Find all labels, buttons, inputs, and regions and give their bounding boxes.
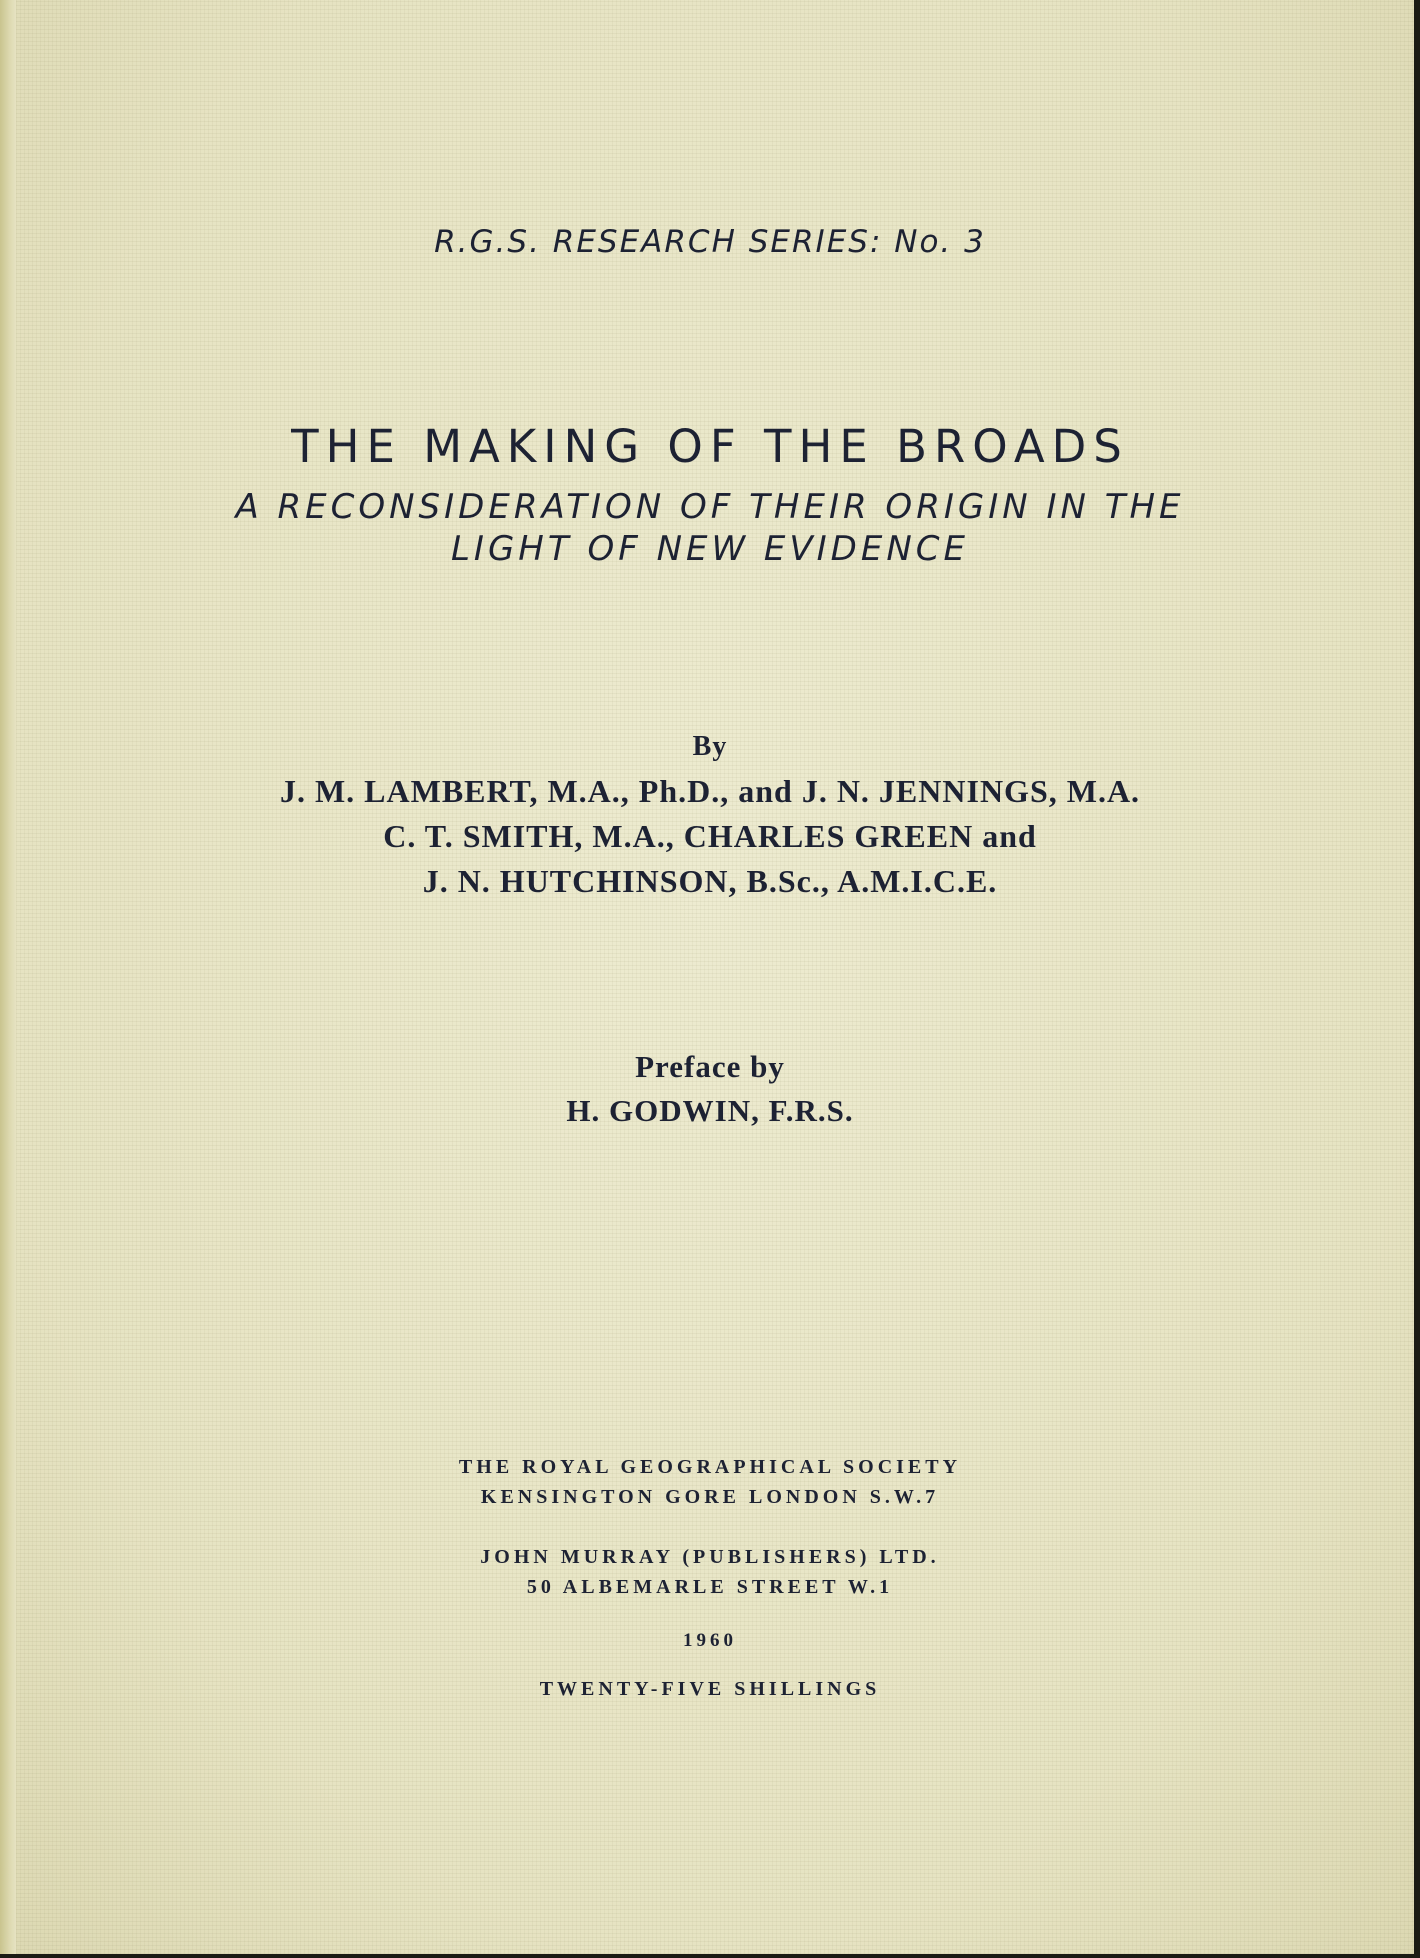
preface-label: Preface by [635, 1049, 785, 1084]
by-label: By [692, 731, 728, 762]
year-text: 1960 [683, 1630, 737, 1651]
preface-author: H. GODWIN, F.R.S. [566, 1093, 854, 1128]
authors-block [0, 724, 1420, 904]
bottom-edge [0, 1954, 1420, 1958]
publisher-murray [0, 1542, 1420, 1602]
author-line-3: J. N. HUTCHINSON, B.Sc., A.M.I.C.E. [422, 863, 998, 899]
price-label [0, 1678, 1420, 1701]
right-edge [1414, 0, 1420, 1958]
subtitle-line-2: LIGHT OF NEW EVIDENCE [450, 529, 969, 569]
spine-edge [0, 0, 16, 1958]
series-text: R.G.S. RESEARCH SERIES: No. 3 [434, 224, 986, 260]
book-title [0, 420, 1420, 473]
preface-block [0, 1045, 1420, 1133]
price-text: TWENTY-FIVE SHILLINGS [539, 1678, 881, 1700]
publication-year [0, 1630, 1420, 1652]
publisher-line-3: JOHN MURRAY (PUBLISHERS) LTD. [480, 1546, 940, 1568]
publisher-society [0, 1452, 1420, 1512]
title-text: THE MAKING OF THE BROADS [291, 420, 1129, 473]
book-subtitle [0, 486, 1420, 570]
author-line-2: C. T. SMITH, M.A., CHARLES GREEN and [383, 818, 1037, 854]
publisher-line-4: 50 ALBEMARLE STREET W.1 [526, 1576, 894, 1598]
series-label [0, 224, 1420, 260]
author-line-1: J. M. LAMBERT, M.A., Ph.D., and J. N. JENNINGS, M.A. [279, 773, 1141, 809]
publisher-line-1: THE ROYAL GEOGRAPHICAL SOCIETY [458, 1456, 962, 1478]
publisher-line-2: KENSINGTON GORE LONDON S.W.7 [480, 1486, 940, 1508]
subtitle-line-1: A RECONSIDERATION OF THEIR ORIGIN IN THE [235, 487, 1185, 527]
